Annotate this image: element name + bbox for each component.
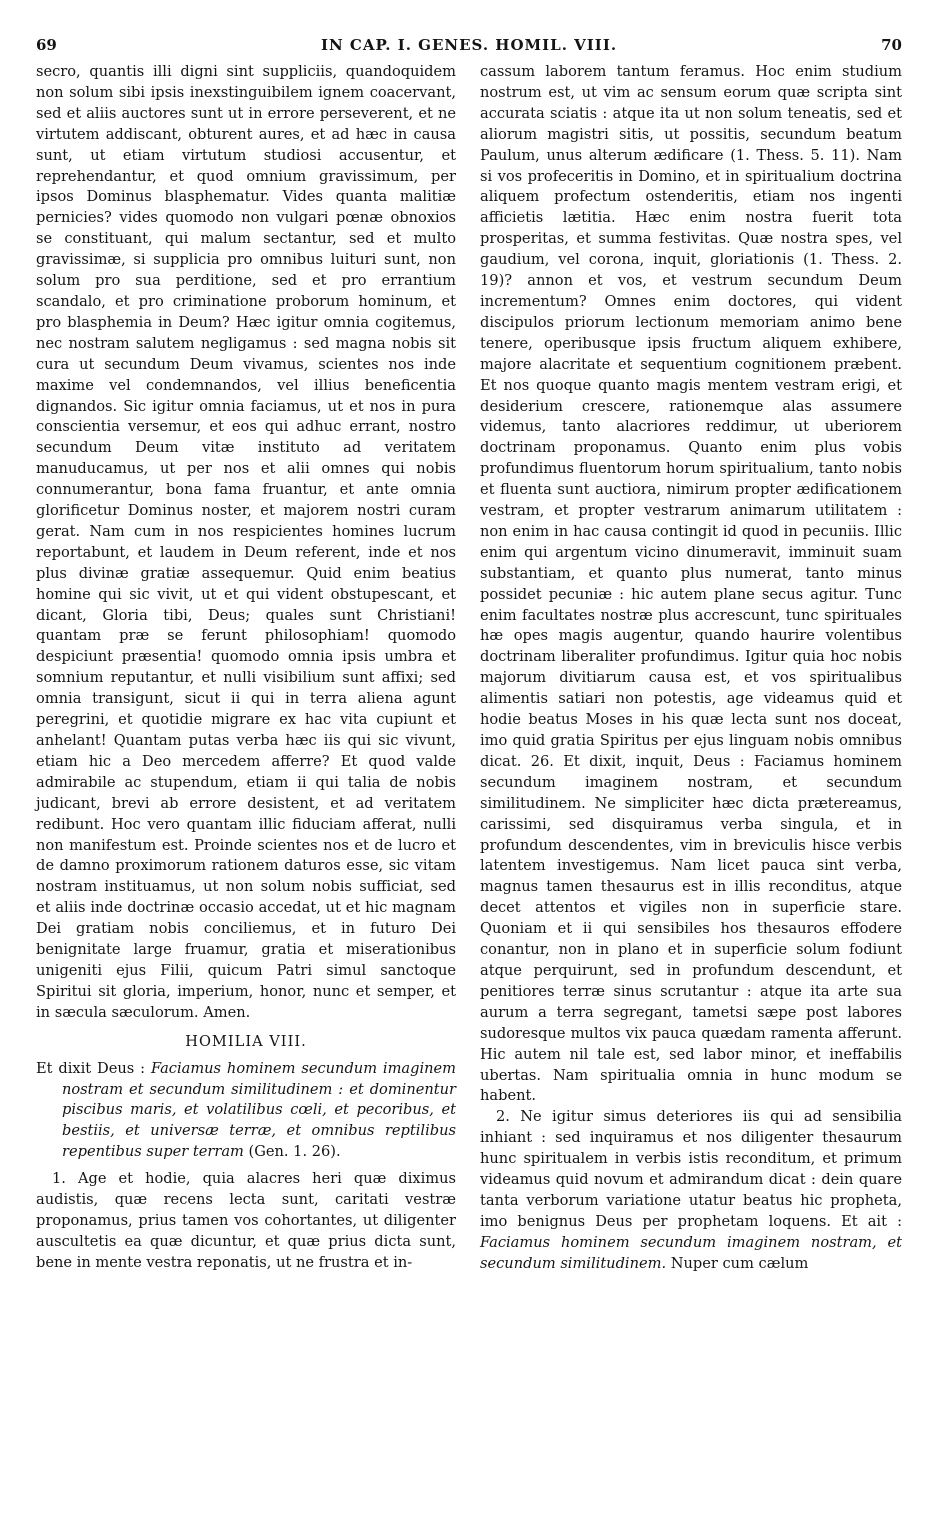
lemma-intro: Et dixit Deus : (36, 1059, 151, 1077)
scripture-lemma (36, 1059, 456, 1164)
lemma-quote: Faciamus hominem secundum imaginem nostram et secundum similitudinem : et dominentur piscibus maris, et volatilibus cœli, et pecoribus, et bestiis, et universæ terræ, et omnibus reptilibus repentibus super terram (62, 1059, 456, 1161)
running-header (36, 36, 902, 58)
right-paragraph-2-text: 2. Ne igitur simus deteriores iis qui ad sensibilia inhiant : sed inquiramus et nos diligenter thesaurum hunc spiritualem in verbis istis reconditum, et primum videamus quid novum et admirandum dicat : dein quare tanta verborum variatione utatur beatus hic propheta, imo benignus Deus per prophetam loquens. Et ait : (480, 1108, 902, 1230)
right-paragraph-1: cassum laborem tantum feramus. Hoc enim studium nostrum est, ut vim ac sensum eorum quæ scripta sint accurata sciatis : atque ita ut non solum teneatis, sed et aliorum magistri sitis, ut possitis, secundum beatum Paulum, unus alterum ædificare (1. Thess. 5. 11). Nam si vos profeceritis in Domino, et in spiritualium doctrina aliquem profectum ostenderitis, etiam nos ingenti afficietis lætitia. Hæc enim nostra fuerit tota prosperitas, et summa festivitas. Quæ nostra spes, vel gaudium, vel corona, inquit, gloriationis (1. Thess. 2. 19)? annon et vos, et vestrum secundum Deum incrementum? Omnes enim doctores, qui vident discipulos priorum lectionum memoriam animo bene tenere, operibusque ipsis fructum aliquem exhibere, majore alacritate et sequentium cognitionem præbent. Et nos quoque quanto magis mentem vestram erigi, et desiderium crescere, rationemque alas assumere videmus, tanto alacriores reddimur, ut uberiorem doctrinam proponamus. Quanto enim plus vobis profundimus fluentorum horum spiritualium, tanto nobis et fluenta sunt auctiora, nimirum propter ædificationem vestram, et propter vestrarum animarum utilitatem : non enim in hac causa contingit id quod in pecuniis. Illic enim qui argentum vicino dinumeravit, imminuit suam substantiam, et quanto plus numerat, tanto minus possidet pecuniæ : hic autem plane secus agitur. Tunc enim facultates nostræ plus accrescunt, tunc spirituales hæ opes magis augentur, quando haurire volentibus doctrinam liberaliter profundimus. Igitur quia hoc nobis majorum divitiarum causa est, et vos spiritualibus alimentis satiari non potestis, age videamus quid et hodie beatus Moses in his quæ lecta sunt nos doceat, imo quid gratia Spiritus per ejus linguam nobis omnibus dicat. 26. Et dixit, inquit, Deus : Faciamus hominem secundum imaginem nostram, et secundum similitudinem. Ne simpliciter hæc dicta prætereamus, carissimi, sed disquiramus verba singula, et in profundum descendentes, vim in breviculis hisce verbis latentem investigemus. Nam licet pauca sint verba, magnus tamen thesaurus est in illis reconditus, atque decet attentos et vigiles non in superficie stare. Quoniam et ii qui sensibiles hos thesauros effodere conantur, non in plano et in superficie solum fodiunt atque perquirunt, sed in profundum descendunt, et penitiores terræ sinus scrutantur : atque ita arte sua aurum a terra segregant, tametsi sæpe post labores sudoresque multos vix pauca quædam ramenta afferunt. Hic autem nil tale est, sed labor minor, et ineffabilis ubertas. Nam spiritualia omnia in hunc modum se habent. (480, 63, 902, 1105)
right-paragraph-2 (480, 1107, 902, 1274)
left-paragraph-1: secro, quantis illi digni sint suppliciis, quandoquidem non solum sibi ipsis inexstinguibilem ignem coacervant, sed et aliis auctores sunt ut in errore perseverent, et ne virtutem addiscant, obturent aures, et ad hæc in causa sunt, ut etiam virtutum studiosi accusentur, et reprehendantur, et quod omnium gravissimum, per ipsos Dominus blasphematur. Vides quanta malitiæ pernicies? vides quomodo non vulgari pœnæ obnoxios se constituant, qui malum sectantur, sed et multo gravissimæ, si supplicia pro omnibus luituri sunt, non solum pro sua perditione, sed et pro errantium scandalo, et pro criminatione proborum hominum, et pro blasphemia in Deum? Hæc igitur omnia cogitemus, nec nostram salutem negligamus : sed magna nobis sit cura ut secundum Deum vivamus, scientes nos inde maxime vel condemnandos, vel illius beneficentia dignandos. Sic igitur omnia faciamus, ut et nos in pura conscientia versemur, et eos qui adhuc errant, nostro secundum Deum vitæ instituto ad veritatem manuducamus, ut per nos et alii omnes qui nobis connumerantur, bona fama fruantur, et ante omnia glorificetur Dominus noster, et majorem nostri curam gerat. Nam cum in nos respicientes homines lucrum reportabunt, et laudem in Deum referent, inde et nos plus divinæ gratiæ assequemur. Quid enim beatius homine qui sic vivit, ut et qui vident obstupescant, et dicant, Gloria tibi, Deus; quales sunt Christiani! quantam præ se ferunt philosophiam! quomodo despiciunt præsentia! quomodo omnia ipsis umbra et somnium reputantur, et nulli visibilium sunt affixi; sed omnia transigunt, sicut ii qui in terra aliena agunt peregrini, et quotidie migrare ex hac vita cupiunt et anhelant! Quantam putas verba hæc iis qui sic vivunt, etiam hic a Deo mercedem afferre? Et quod valde admirabile ac stupendum, etiam ii qui talia de nobis judicant, brevi ab errore desistent, et ad veritatem redibunt. Hoc vero quantam illic fiduciam afferat, nulli non manifestum est. Proinde scientes nos et de lucro et de damno proximorum rationem daturos esse, sic vitam nostram instituamus, ut non solum nobis sufficiat, sed et aliis inde doctrinæ occasio accedat, ut et hic magnam Dei gratiam nobis conciliemus, et in futuro Dei benignitate large fruamur, gratia et miserationibus unigeniti ejus Filii, quicum Patri simul sanctoque Spiritui sit gloria, imperium, honor, nunc et semper, et in sæcula sæculorum. Amen. (36, 63, 456, 1021)
right-paragraph-2-quote: Faciamus hominem secundum imaginem nostram, et secundum similitudinem. (480, 1233, 902, 1272)
right-paragraph-2-tail: Nuper cum cælum (666, 1254, 809, 1272)
page-number-left: 69 (36, 36, 57, 54)
left-paragraph-2: 1. Age et hodie, quia alacres heri quæ diximus audistis, quæ recens lecta sunt, caritati vestræ proponamus, prius tamen vos cohortantes, ut diligenter auscultetis ea quæ dicuntur, et quæ prius dicta sunt, bene in mente vestra reponatis, ut ne frustra et in- (36, 1170, 456, 1271)
page-number-right: 70 (881, 36, 902, 54)
right-column (480, 62, 902, 1275)
homily-heading: HOMILIA VIII. (185, 1032, 307, 1050)
running-title: IN CAP. I. GENES. HOMIL. VIII. (320, 36, 618, 54)
left-column (36, 62, 456, 1274)
lemma-reference: (Gen. 1. 26). (243, 1143, 341, 1161)
